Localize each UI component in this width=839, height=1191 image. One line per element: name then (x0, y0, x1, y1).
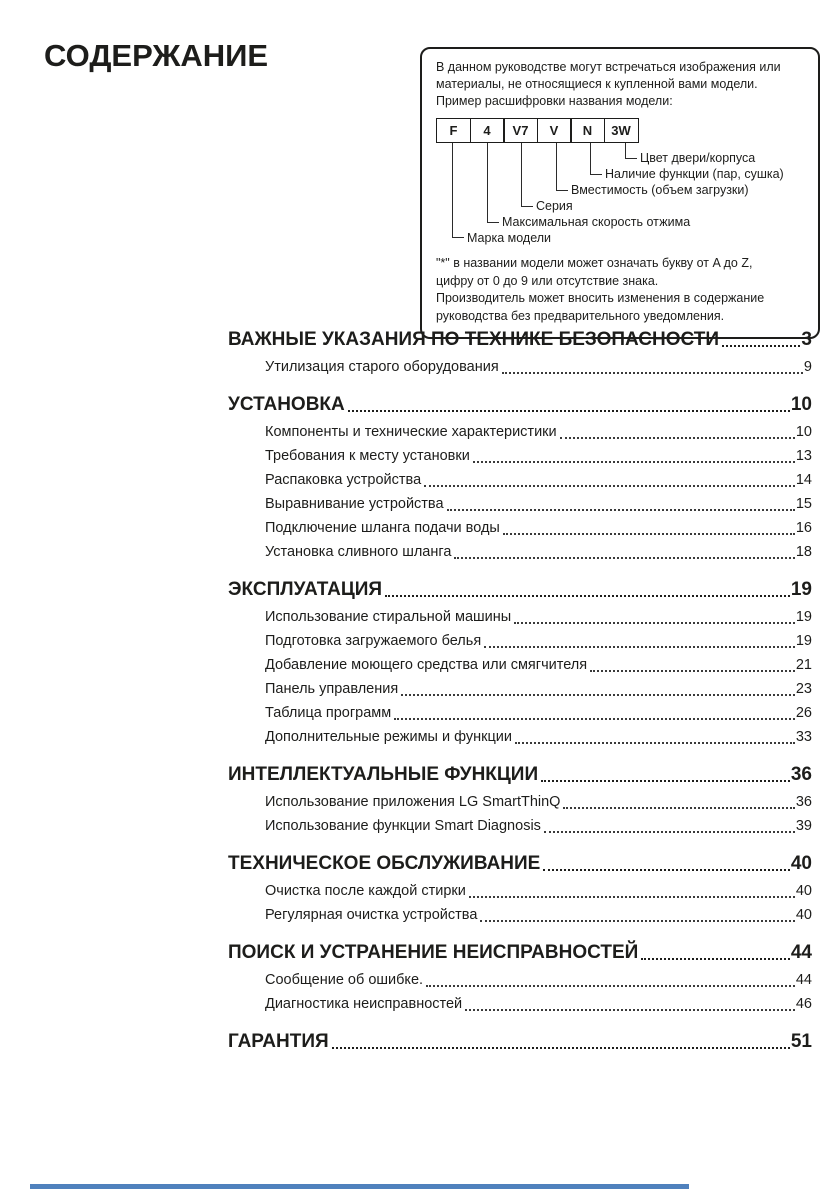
toc-section (228, 328, 812, 379)
callout-line (521, 143, 533, 207)
toc-section-title: ЭКСПЛУАТАЦИЯ (228, 579, 383, 600)
callout-line (452, 143, 464, 238)
toc-section-row[interactable] (228, 1030, 812, 1054)
toc-item-page: 15 (795, 496, 812, 512)
toc-section-row[interactable] (228, 393, 812, 417)
toc-item-label: Использование приложения LG SmartThinQ (265, 794, 561, 810)
toc-item-page: 19 (795, 609, 812, 625)
toc-item-label: Очистка после каждой стирки (265, 883, 466, 899)
info-intro-line: В данном руководстве могут встречаться изображения или (436, 60, 781, 74)
toc-section (228, 763, 812, 838)
callout-label: Цвет двери/корпуса (640, 151, 756, 165)
dot-leader (544, 831, 795, 833)
toc-section-page: 3 (801, 329, 812, 350)
toc-item-page: 33 (795, 729, 812, 745)
dot-leader (348, 410, 790, 412)
callout-line (590, 143, 602, 175)
info-footnote-line: руководства без предварительного уведомления. (436, 308, 725, 323)
model-code-cell: 4 (470, 118, 505, 143)
dot-leader (332, 1047, 790, 1049)
toc-item-page: 39 (795, 818, 812, 834)
model-code-cell: F (436, 118, 471, 143)
model-code-table (436, 118, 804, 143)
callout-line (625, 143, 637, 159)
toc-item-label: Регулярная очистка устройства (265, 907, 478, 923)
toc-section-page: 19 (790, 579, 812, 600)
toc-section-page: 36 (790, 764, 812, 785)
toc-item-label: Панель управления (265, 681, 399, 697)
toc-section (228, 941, 812, 1016)
toc-item-label: Утилизация старого оборудования (265, 359, 499, 375)
toc-item-page: 10 (795, 424, 812, 440)
dot-leader (722, 345, 800, 347)
model-info-box (420, 47, 820, 339)
toc-section (228, 852, 812, 927)
toc-section-title: ТЕХНИЧЕСКОЕ ОБСЛУЖИВАНИЕ (228, 853, 541, 874)
dot-leader (469, 896, 795, 898)
callout-label: Марка модели (467, 231, 552, 245)
toc-item-row[interactable] (228, 653, 812, 677)
callout-label: Серия (536, 199, 573, 213)
callout-label: Вместимость (объем загрузки) (571, 183, 749, 197)
info-footnote-line: "*" в названии модели может означать букву от A до Z, (436, 256, 753, 270)
toc-item-row[interactable] (228, 468, 812, 492)
callout-label: Максимальная скорость отжима (502, 215, 691, 229)
toc-item-row[interactable] (228, 444, 812, 468)
toc-item-row[interactable] (228, 790, 812, 814)
toc-item-row[interactable] (228, 677, 812, 701)
toc-section-row[interactable] (228, 852, 812, 876)
dot-leader (484, 646, 795, 648)
toc-item-page: 44 (795, 972, 812, 988)
model-code-cell: N (570, 118, 605, 143)
dot-leader (503, 533, 795, 535)
toc-item-row[interactable] (228, 814, 812, 838)
page-title: СОДЕРЖАНИЕ (44, 38, 269, 73)
dot-leader (541, 780, 790, 782)
toc-item-page: 9 (803, 359, 812, 375)
toc-item-label: Подключение шланга подачи воды (265, 520, 500, 536)
toc-item-page: 13 (795, 448, 812, 464)
dot-leader (447, 509, 795, 511)
dot-leader (514, 622, 795, 624)
toc-item-label: Диагностика неисправностей (265, 996, 463, 1012)
toc-item-row[interactable] (228, 879, 812, 903)
toc-section-title: ВАЖНЫЕ УКАЗАНИЯ ПО ТЕХНИКЕ БЕЗОПАСНОСТИ (228, 329, 720, 350)
toc-item-row[interactable] (228, 968, 812, 992)
toc-item-row[interactable] (228, 355, 812, 379)
toc-item-row[interactable] (228, 701, 812, 725)
toc-section-row[interactable] (228, 328, 812, 352)
toc-item-page: 40 (795, 907, 812, 923)
toc-section-page: 10 (790, 394, 812, 415)
model-code-cell: V (537, 118, 572, 143)
toc-item-row[interactable] (228, 492, 812, 516)
toc-item-row[interactable] (228, 540, 812, 564)
dot-leader (641, 958, 790, 960)
callout-line (556, 143, 568, 191)
toc-section-title: УСТАНОВКА (228, 394, 345, 415)
toc-item-page: 26 (795, 705, 812, 721)
toc-item-label: Компоненты и технические характеристики (265, 424, 557, 440)
toc-item-label: Дополнительные режимы и функции (265, 729, 512, 745)
toc-section (228, 1030, 812, 1054)
footer-rule (30, 1184, 689, 1189)
toc-item-label: Требования к месту установки (265, 448, 470, 464)
toc-item-label: Распаковка устройства (265, 472, 422, 488)
model-code-diagram (436, 143, 804, 247)
toc-section-page: 51 (790, 1031, 812, 1052)
toc-item-label: Таблица программ (265, 705, 392, 721)
dot-leader (424, 485, 795, 487)
dot-leader (502, 372, 803, 374)
info-intro-line: Пример расшифровки названия модели: (436, 94, 673, 108)
model-code-cell: 3W (604, 118, 639, 143)
toc-section (228, 393, 812, 564)
toc-item-label: Установка сливного шланга (265, 544, 452, 560)
callout-line (487, 143, 499, 223)
toc-section-title: ГАРАНТИЯ (228, 1031, 329, 1052)
dot-leader (394, 718, 795, 720)
dot-leader (473, 461, 795, 463)
toc-item-row[interactable] (228, 992, 812, 1016)
callout-label: Наличие функции (пар, сушка) (605, 167, 784, 181)
toc-item-page: 46 (795, 996, 812, 1012)
table-of-contents (228, 328, 812, 1057)
info-intro-line: материалы, не относящиеся к купленной вами модели. (436, 77, 758, 91)
dot-leader (560, 437, 795, 439)
toc-item-label: Использование стиральной машины (265, 609, 512, 625)
dot-leader (480, 920, 794, 922)
toc-section-title: ПОИСК И УСТРАНЕНИЕ НЕИСПРАВНОСТЕЙ (228, 942, 639, 963)
toc-section-title: ИНТЕЛЛЕКТУАЛЬНЫЕ ФУНКЦИИ (228, 764, 539, 785)
info-footnote-line: Производитель может вносить изменения в содержание (436, 291, 765, 305)
toc-item-page: 36 (795, 794, 812, 810)
toc-item-label: Сообщение об ошибке. (265, 972, 424, 988)
toc-item-row[interactable] (228, 629, 812, 653)
toc-section-row[interactable] (228, 763, 812, 787)
toc-item-page: 16 (795, 520, 812, 536)
dot-leader (426, 985, 795, 987)
toc-item-page: 14 (795, 472, 812, 488)
toc-section-page: 44 (790, 942, 812, 963)
toc-item-row[interactable] (228, 903, 812, 927)
toc-item-row[interactable] (228, 725, 812, 749)
toc-item-row[interactable] (228, 516, 812, 540)
info-footnote-line: цифру от 0 до 9 или отсутствие знака. (436, 273, 659, 288)
dot-leader (515, 742, 795, 744)
toc-section-row[interactable] (228, 941, 812, 965)
toc-item-label: Добавление моющего средства или смягчителя (265, 657, 588, 673)
dot-leader (465, 1009, 795, 1011)
dot-leader (454, 557, 794, 559)
dot-leader (543, 869, 790, 871)
toc-item-page: 23 (795, 681, 812, 697)
toc-item-page: 21 (795, 657, 812, 673)
toc-item-page: 40 (795, 883, 812, 899)
toc-section-row[interactable] (228, 578, 812, 602)
toc-item-label: Выравнивание устройства (265, 496, 444, 512)
dot-leader (563, 807, 794, 809)
toc-item-page: 18 (795, 544, 812, 560)
toc-item-row[interactable] (228, 605, 812, 629)
toc-section (228, 578, 812, 749)
model-code-cell: V7 (503, 118, 538, 143)
toc-item-label: Подготовка загружаемого белья (265, 633, 482, 649)
dot-leader (401, 694, 795, 696)
dot-leader (590, 670, 795, 672)
toc-item-row[interactable] (228, 420, 812, 444)
dot-leader (385, 595, 790, 597)
toc-item-page: 19 (795, 633, 812, 649)
toc-section-page: 40 (790, 853, 812, 874)
toc-item-label: Использование функции Smart Diagnosis (265, 818, 541, 834)
